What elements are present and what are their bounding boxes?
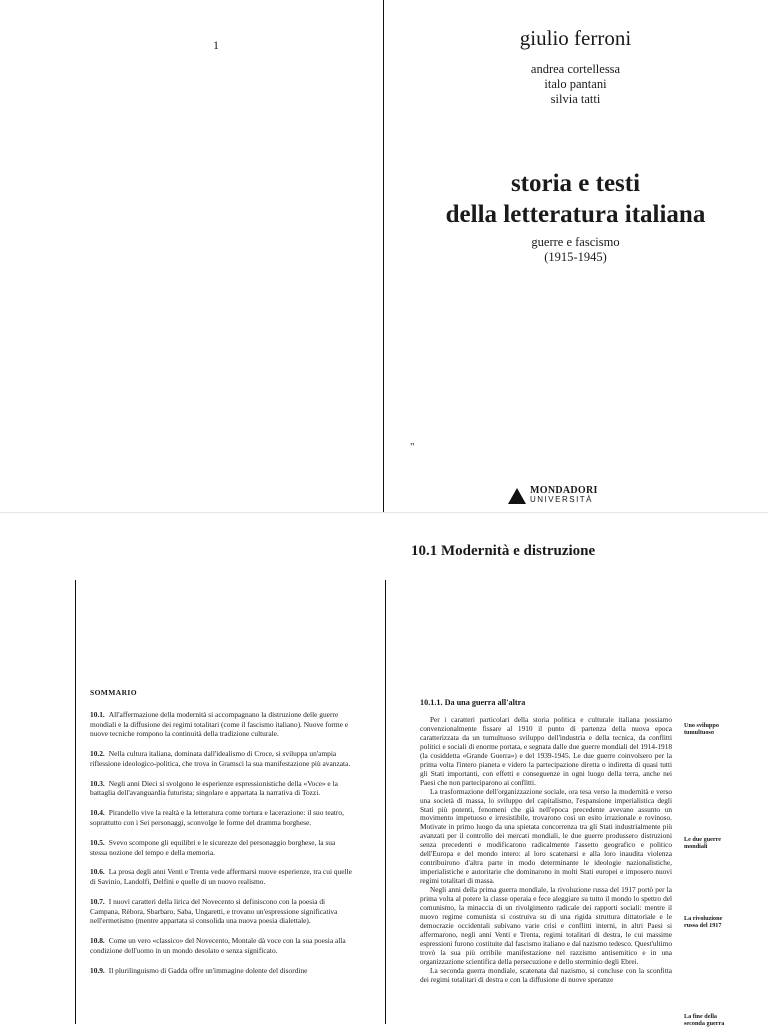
body-text: [420, 716, 672, 985]
book-title-line: della letteratura italiana: [445, 201, 706, 228]
sommario-item-number: 10.4.: [90, 808, 105, 818]
sommario-item-text: Pirandello vive la realtà e la letteratura come tortura e lacerazione: il suo teatro, soprattutto con i Sei personaggi, sconvolge le forme del dramma borghese.: [90, 808, 344, 827]
book-title-line: storia e testi: [510, 170, 641, 197]
coauthor: italo pantani: [544, 77, 607, 91]
body-paragraph: Per i caratteri particolari della storia politica e culturale italiana possiamo convenzionalmente fissare al 1910 il punto di partenza della nuova epoca caratterizzata da un tumultuoso sviluppo dell'industria e della tecnica, da conflitti politici e sociali di enorme portata, e segnata dalle due guerre mondiali del 1914-1918 (la cosiddetta «Grande Guerra») e del 1939-1945. Le due guerre coinvolsero per la prima volta l'intero pianeta e videro la partecipazione diretta o indiretta di quasi tutti gli Stati importanti, con effetti e conseguenze in ogni luogo della terra, anche nei Paesi che non parteciparono ai conflitti.: [420, 715, 672, 787]
coauthor-list: [383, 62, 768, 107]
sommario-item-number: 10.9.: [90, 965, 105, 975]
section-heading: 10.1.1. Da una guerra all'altra: [420, 698, 526, 707]
body-paragraph: La seconda guerra mondiale, scatenata dal nazismo, si concluse con la sconfitta dei regimi totalitari di destra e con la diffusione di nuove speranze: [420, 965, 672, 984]
margin-note: La rivoluzione russa del 1917: [684, 915, 723, 930]
author-name: giulio ferroni: [519, 26, 632, 50]
subtitle-text: guerre e fascismo: [531, 235, 620, 249]
sommario-item: [90, 838, 352, 857]
sommario-item-text: All'affermazione della modernità si accompagnano la distruzione delle guerre mondiali e la diffusione dei regimi totalitari (come il fascismo italiano). Nuove forme e nuove tecniche rompono la continuità della tradizione culturale.: [90, 710, 349, 739]
left-page-edge: [75, 580, 76, 1024]
sommario-item: [90, 936, 352, 955]
sommario-item-number: 10.7.: [90, 897, 105, 907]
sommario-item-text: I nuovi caratteri della lirica del Novecento si definiscono con la poesia di Campana, Rèbora, Sbarbaro, Saba, Ungaretti, e trovano un'espressione significativa nell'ermetismo (mentre appartata si consolida una nuova poesia dialettale).: [90, 897, 338, 926]
publisher-logo: [508, 485, 598, 507]
margin-note: Uno sviluppo tumultuoso: [684, 722, 719, 737]
sommario-item: [90, 966, 352, 976]
margin-note: La fine della seconda guerra: [684, 1013, 725, 1028]
sommario-list: [90, 710, 352, 986]
sommario-item-text: Come un vero «classico» del Novecento, Montale dà voce con la sua poesia alla condizione dell'uomo in un mondo desolato e senza significato.: [90, 936, 346, 955]
sommario-item: [90, 749, 352, 768]
sommario-item-number: 10.6.: [90, 867, 105, 877]
sommario-title: SOMMARIO: [90, 688, 137, 697]
sommario-item-text: Nella cultura italiana, dominata dall'idealismo di Croce, si sviluppa un'ampia riflessione ideologico-politica, che trova in Gramsci la sua manifestazione più avanzata.: [90, 749, 351, 768]
chapter-heading: 10.1 Modernità e distruzione: [411, 543, 596, 559]
sommario-item-number: 10.8.: [90, 936, 105, 946]
page-divider: [0, 512, 768, 513]
page-mark: 1: [213, 38, 219, 52]
sommario-item-number: 10.3.: [90, 778, 105, 788]
sommario-item: [90, 808, 352, 827]
sommario-item-text: Il plurilinguismo di Gadda offre un'immagine dolente del disordine: [108, 965, 308, 975]
publisher-subtitle: UNIVERSITÀ: [530, 495, 594, 504]
sommario-item-text: Svevo scompone gli equilibri e le sicurezze del personaggio borghese, la sua stessa nozione del tempo e della memoria.: [90, 837, 336, 857]
body-paragraph: Negli anni della prima guerra mondiale, la rivoluzione russa del 1917 portò per la prima volta al potere la classe operaia e fece aleggiare su tutto il mondo lo spettro del comunismo, la minaccia di un rivolgimento radicale dei rapporti sociali: mentre il nuovo regime comunista si costruiva su di una rigida struttura dittatoriale e le democrazie occidentali subivano varie crisi e conflitti interni, in altri Paesi si affermarono, negli anni Venti e Trenta, regimi totalitari di destra, le cui massime espressioni furono costituite dal fascismo italiano e dal nazismo tedesco. Quest'ultimo trovò la sua più orribile manifestazione nel razzismo antisemitico e in una organizzazione scientifica della persecuzione e dello sterminio degli Ebrei.: [420, 885, 672, 966]
book-subtitle: [383, 235, 768, 265]
margin-note: Le due guerre mondiali: [684, 836, 722, 851]
sommario-item-number: 10.5.: [90, 837, 105, 847]
sommario-item: [90, 897, 352, 926]
sommario-item-number: 10.1.: [90, 710, 105, 719]
coauthor: silvia tatti: [550, 92, 601, 106]
subtitle-years: (1915-1945): [544, 250, 607, 264]
coauthor: andrea cortellessa: [530, 62, 621, 76]
sommario-item-number: 10.2.: [90, 749, 105, 759]
sommario-item-text: La prosa degli anni Venti e Trenta vede affermarsi nuove esperienze, tra cui quelle di Savinio, Landolfi, Delfini e quelle di un nuovo realismo.: [90, 867, 352, 887]
sommario-item-text: Negli anni Dieci si svolgono le esperienze espressionistiche della «Voce» e la battaglia dell'avanguardia futurista; singolare e appartata la narrativa di Tozzi.: [90, 778, 338, 798]
sommario-item: [90, 710, 352, 739]
book-title: [383, 168, 768, 230]
body-paragraph: La trasformazione dell'organizzazione sociale, ora tesa verso la modernità e verso una società di massa, lo sviluppo del capitalismo, l'espansione imperialistica degli Stati più potenti, fenomeni che già nell'epoca precedente avevano assunto un movimento impetuoso e irresistibile, trovarono così un esito irrazionale e rovinoso. Motivate in primo luogo da una spietata concorrenza tra gli Stati industrialmente più avanzati per il controllo dei mercati mondiali, le due guerre produssero distruzioni senza precedenti e modificarono radicalmente l'assetto geografico e politico dell'Europa e del mondo intero: al loro scatenarsi e alla loro inaudita violenza contribuirono d'altra parte in modo determinante le ideologie nazionalistiche, imperialistiche e autoritarie che dominarono in molti Stati europei e imposero nuovi regimi totalitari di massa.: [420, 786, 672, 886]
sommario-item: [90, 779, 352, 798]
spine-divider-lower: [385, 580, 386, 1024]
publisher-triangle-icon: [508, 488, 526, 504]
publisher-name: MONDADORI: [530, 485, 598, 496]
sommario-item: [90, 867, 352, 886]
stray-mark: ": [410, 441, 415, 453]
